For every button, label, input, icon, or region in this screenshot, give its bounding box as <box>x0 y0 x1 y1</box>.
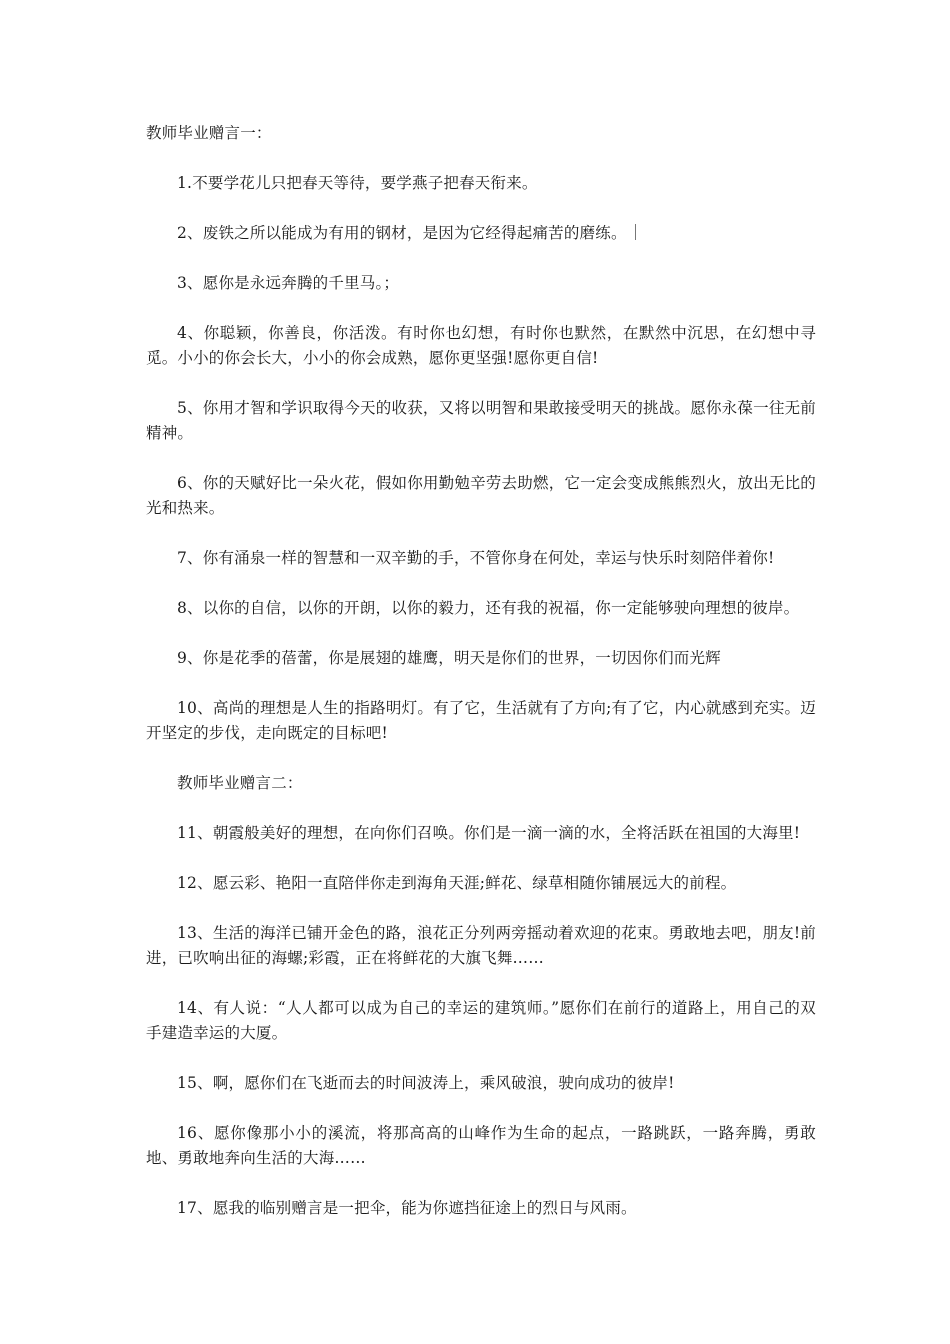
list-item: 6、你的天赋好比一朵火花，假如你用勤勉辛劳去助燃，它一定会变成熊熊烈火，放出无比的光和热来。 <box>146 474 816 517</box>
list-item: 8、以你的自信，以你的开朗，以你的毅力，还有我的祝福，你一定能够驶向理想的彼岸。 <box>177 599 800 617</box>
list-item: 1.不要学花儿只把春天等待，要学燕子把春天衔来。 <box>177 174 538 192</box>
list-item: 15、啊，愿你们在飞逝而去的时间波涛上，乘风破浪，驶向成功的彼岸! <box>177 1074 675 1092</box>
list-item: 14、有人说：“人人都可以成为自己的幸运的建筑师。”愿你们在前行的道路上，用自己的双手建造幸运的大厦。 <box>146 999 816 1042</box>
document-body <box>146 121 816 1246</box>
text-cursor-mark <box>635 224 636 240</box>
list-item: 12、愿云彩、艳阳一直陪伴你走到海角天涯;鲜花、绿草相随你铺展远大的前程。 <box>177 874 737 892</box>
list-item-text: 2、废铁之所以能成为有用的钢材，是因为它经得起痛苦的磨练。 <box>177 224 627 242</box>
list-item: 10、高尚的理想是人生的指路明灯。有了它，生活就有了方向;有了它，内心就感到充实。迈开坚定的步伐，走向既定的目标吧! <box>146 699 816 742</box>
list-item: 13、生活的海洋已铺开金色的路，浪花正分列两旁摇动着欢迎的花束。勇敢地去吧，朋友!前进，已吹响出征的海螺;彩霞，正在将鲜花的大旗飞舞…… <box>146 924 816 967</box>
list-item: 11、朝霞般美好的理想，在向你们召唤。你们是一滴一滴的水，全将活跃在祖国的大海里! <box>177 824 801 842</box>
list-item <box>146 221 816 246</box>
list-item: 17、愿我的临别赠言是一把伞，能为你遮挡征途上的烈日与风雨。 <box>177 1199 637 1217</box>
list-item: 3、愿你是永远奔腾的千里马。； <box>177 274 400 292</box>
section-heading-1: 教师毕业赠言一： <box>146 124 272 142</box>
list-item: 7、你有涌泉一样的智慧和一双辛勤的手，不管你身在何处，幸运与快乐时刻陪伴着你! <box>177 549 775 567</box>
list-item: 4、你聪颖，你善良，你活泼。有时你也幻想，有时你也默然，在默然中沉思，在幻想中寻觅。小小的你会长大，小小的你会成熟，愿你更坚强!愿你更自信! <box>146 324 816 367</box>
list-item: 16、愿你像那小小的溪流，将那高高的山峰作为生命的起点，一路跳跃，一路奔腾，勇敢地、勇敢地奔向生活的大海…… <box>146 1124 816 1167</box>
list-item: 9、你是花季的蓓蕾，你是展翅的雄鹰，明天是你们的世界，一切因你们而光辉 <box>177 649 721 667</box>
section-heading-2: 教师毕业赠言二： <box>177 774 303 792</box>
list-item: 5、你用才智和学识取得今天的收获，又将以明智和果敢接受明天的挑战。愿你永葆一往无前精神。 <box>146 399 816 442</box>
